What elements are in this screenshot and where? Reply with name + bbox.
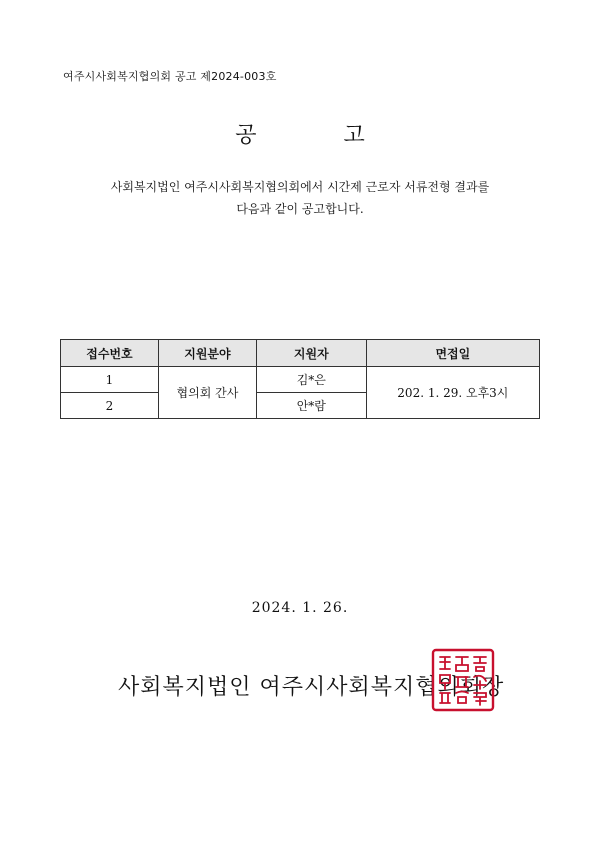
- announcement-number: 여주시사회복지협의회 공고 제2024-003호: [63, 70, 277, 83]
- cell-interview-date: 202. 1. 29. 오후3시: [366, 367, 539, 419]
- seal-glyphs: [440, 657, 486, 705]
- announcement-body: [0, 176, 600, 220]
- result-table: [60, 339, 540, 419]
- announcement-title: 공 고: [235, 123, 405, 148]
- table-row: [61, 367, 540, 393]
- issuer-name: 사회복지법인 여주시사회복지협의회장: [118, 675, 505, 700]
- header-field: 지원분야: [158, 340, 256, 367]
- cell-applicant: 김*은: [256, 367, 366, 393]
- cell-application-number: 2: [61, 393, 159, 419]
- issue-date: 2024. 1. 26.: [251, 600, 349, 616]
- header-applicant: 지원자: [256, 340, 366, 367]
- body-line-1: 사회복지법인 여주시사회복지협의회에서 시간제 근로자 서류전형 결과를: [110, 180, 490, 194]
- official-seal-icon: [430, 647, 496, 713]
- body-line-2: 다음과 같이 공고합니다.: [236, 202, 364, 216]
- header-application-number: 접수번호: [61, 340, 159, 367]
- cell-application-number: 1: [61, 367, 159, 393]
- header-interview-date: 면접일: [366, 340, 539, 367]
- cell-applicant: 안*람: [256, 393, 366, 419]
- table-header-row: [61, 340, 540, 367]
- cell-field: 협의회 간사: [158, 367, 256, 419]
